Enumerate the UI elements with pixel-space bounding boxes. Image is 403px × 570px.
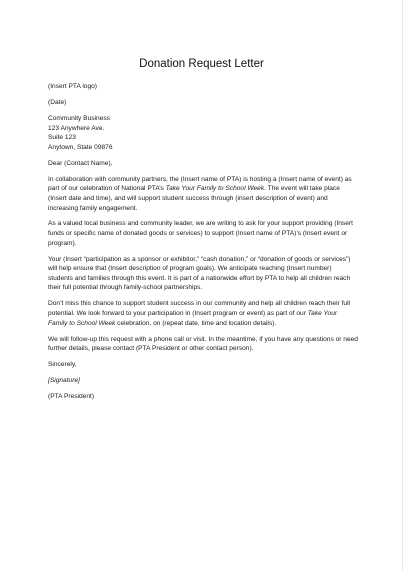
- address-line: Community Business: [48, 114, 110, 122]
- paragraph-text: In collaboration with community partners, the (Insert name of PTA) is hosting a (Insert name of event) as part of our celebration of National PTA’s: [48, 175, 352, 193]
- week-name: Take Your Family to School Week: [165, 185, 265, 193]
- paragraph-text: . The event will take place (Insert date and time), and will support student success through (insert description of event) and increasing family engagement.: [48, 185, 340, 212]
- letter-body: [48, 82, 358, 408]
- logo-placeholder: (Insert PTA logo): [48, 83, 97, 90]
- week-name: Take Your Family to School Week: [48, 310, 338, 327]
- paragraph-participation: Your (Insert “participation as a sponsor or exhibitor,” “cash donation,” or “donation of goods or services”) will help ensure that (Insert description of program goals). We anticipate reaching (Insert number) students and families through this event. It is part of a nationwide effort by PTA to help all children reach their full potential through family-school partnerships.: [48, 255, 351, 292]
- closing: Sincerely,: [48, 361, 77, 369]
- paragraph-text: celebration, on (repeat date, time and location details).: [115, 319, 277, 327]
- paragraph-request: As a valued local business and community leader, we are writing to ask for your support providing (Insert funds or specific name of donated goods or services) to support (Insert name of PTA)’s (Insert event or program).: [48, 220, 353, 247]
- recipient-address: [48, 114, 358, 152]
- paragraph-support: [48, 299, 358, 328]
- address-line: 123 Anywhere Ave.: [48, 124, 105, 132]
- paragraph-followup: We will follow-up this request with a phone call or visit. In the meantime, if you have any questions or need further details, please contact (PTA President or other contact person).: [48, 335, 358, 353]
- salutation: Dear (Contact Name),: [48, 159, 113, 167]
- document-title: Donation Request Letter: [139, 58, 264, 70]
- signer-placeholder: (PTA President): [48, 393, 95, 401]
- date-placeholder: (Date): [48, 98, 67, 106]
- address-line: Suite 123: [48, 134, 76, 142]
- address-line: Anytown, State 09876: [48, 143, 113, 151]
- signature-placeholder: [Signature]: [48, 377, 80, 385]
- paragraph-text: Don’t miss this chance to support student success in our community and help all children reach their full potential. We look forward to your participation in (Insert program or event) as part of our: [48, 300, 350, 318]
- paragraph-event: [48, 175, 358, 213]
